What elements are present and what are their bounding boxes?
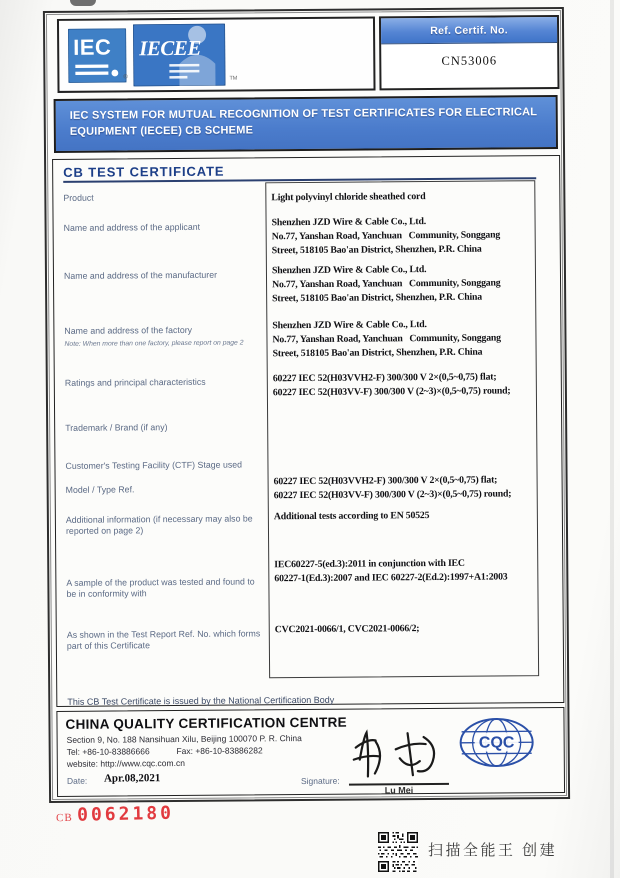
value-ratings: 60227 IEC 52(H03VVH2-F) 300/300 V 2×(0,5~0,75) flat; 60227 IEC 52(H03VV-F) 300/300 V (2~3)×(0,5~0,75) round;: [272, 371, 511, 399]
date-label: Date:: [66, 775, 88, 786]
value-test-report-ref: CVC2021-0066/1, CVC2021-0066/2;: [274, 623, 420, 636]
ncb-address: Section 9, No. 188 Nansihuan Xilu, Beijing 100070 P. R. China: [66, 733, 302, 745]
stamp-number: 0062180: [76, 802, 175, 826]
cqc-logo-icon: [457, 716, 535, 774]
label-ratings: Ratings and principal characteristics: [64, 376, 206, 388]
label-test-report-ref: As shown in the Test Report Ref. No. which forms part of this Certificate: [66, 628, 263, 651]
cb-serial-stamp: [56, 803, 174, 826]
label-additional-info: Additional information (if necessary may also be reported on page 2): [65, 513, 256, 536]
qr-code-icon: [378, 832, 418, 877]
iecee-logo-icon: [133, 24, 226, 92]
ncb-phone-line: [67, 745, 263, 757]
note-factory: Note: When more than one factory, please report on page 2: [64, 339, 244, 348]
ref-certif-number: CN53006: [441, 53, 498, 68]
issued-by-ncb-line: This CB Test Certificate is issued by the National Certification Body: [67, 694, 335, 707]
signatory-name: Lu Mei: [384, 785, 414, 796]
value-product: Light polyvinyl chloride sheathed cord: [271, 191, 426, 204]
ncb-footer-box: [56, 707, 565, 797]
label-ctf-stage: Customer's Testing Facility (CTF) Stage used: [65, 459, 243, 471]
label-manufacturer: Name and address of the manufacturer: [63, 269, 218, 281]
certificate-body-box: [52, 155, 564, 707]
svg-text:IEC: IEC: [73, 34, 112, 60]
label-product: Product: [63, 192, 94, 203]
registered-mark: ®: [123, 74, 128, 81]
svg-text:IECEE: IECEE: [139, 35, 201, 61]
value-manufacturer: Shenzhen JZD Wire & Cable Co., Ltd. No.77, Yanshan Road, Yanchuan Community, Songgang Street, 518105 Bao'an District, Shenzhen, P.R. China: [271, 264, 501, 305]
ncb-website: website: http://www.cqc.com.cn: [66, 757, 185, 769]
value-factory: Shenzhen JZD Wire & Cable Co., Ltd. No.77, Yanshan Road, Yanchuan Community, Songgang Street, 518105 Bao'an District, Shenzhen, P.R. China: [272, 319, 501, 360]
certificate-title: CB TEST CERTIFICATE: [63, 163, 225, 180]
iec-logo-icon: [68, 28, 126, 87]
scan-edge-shadow: [610, 0, 614, 878]
ncb-name: CHINA QUALITY CERTIFICATION CENTRE: [65, 714, 348, 732]
label-model-type-ref: Model / Type Ref.: [65, 484, 135, 495]
value-additional-info: Additional tests according to EN 50525: [273, 510, 430, 523]
cb-scheme-banner: IEC SYSTEM FOR MUTUAL RECOGNITION OF TEST CERTIFICATES FOR ELECTRICAL EQUIPMENT (IECEE) CB SCHEME: [54, 95, 558, 153]
header-logos-box: [57, 16, 376, 92]
scan-artifact-smudge: [70, 0, 96, 6]
label-factory: Name and address of the factory: [64, 324, 193, 336]
date-value: Apr.08,2021: [103, 772, 161, 785]
trademark-mark: TM: [229, 75, 238, 82]
value-applicant: Shenzhen JZD Wire & Cable Co., Ltd. No.77, Yanshan Road, Yanchuan Community, Songgang Street, 518105 Bao'an District, Shenzhen, P.R. China: [271, 216, 501, 257]
certificate-frame: [43, 7, 570, 803]
signature-label: Signature:: [300, 775, 340, 787]
ncb-tel: Tel: +86-10-83886666: [66, 746, 150, 757]
cqc-logo-text: CQC: [478, 734, 515, 752]
ncb-fax: Fax: +86-10-83886282: [176, 745, 263, 757]
value-model-type-ref: 60227 IEC 52(H03VVH2-F) 300/300 V 2×(0,5~0,75) flat; 60227 IEC 52(H03VV-F) 300/300 V (2~3)×(0,5~0,75) round;: [273, 474, 512, 502]
label-sample-conformity: A sample of the product was tested and found to be in conformity with: [66, 576, 258, 599]
scanner-watermark-text: 扫描全能王 创建: [428, 842, 558, 859]
stamp-prefix: CB: [55, 811, 73, 825]
ref-certif-box: [379, 15, 560, 90]
ref-certif-label: Ref. Certif. No.: [381, 17, 557, 44]
label-applicant: Name and address of the applicant: [63, 221, 201, 233]
value-sample-conformity: IEC60227-5(ed.3):2011 in conjunction with IEC 60227-1(Ed.3):2007 and IEC 60227-2(Ed.2):1997+A1:2003: [274, 557, 508, 585]
signature-handwriting-icon: [346, 725, 466, 789]
label-trademark: Trademark / Brand (if any): [65, 422, 168, 433]
